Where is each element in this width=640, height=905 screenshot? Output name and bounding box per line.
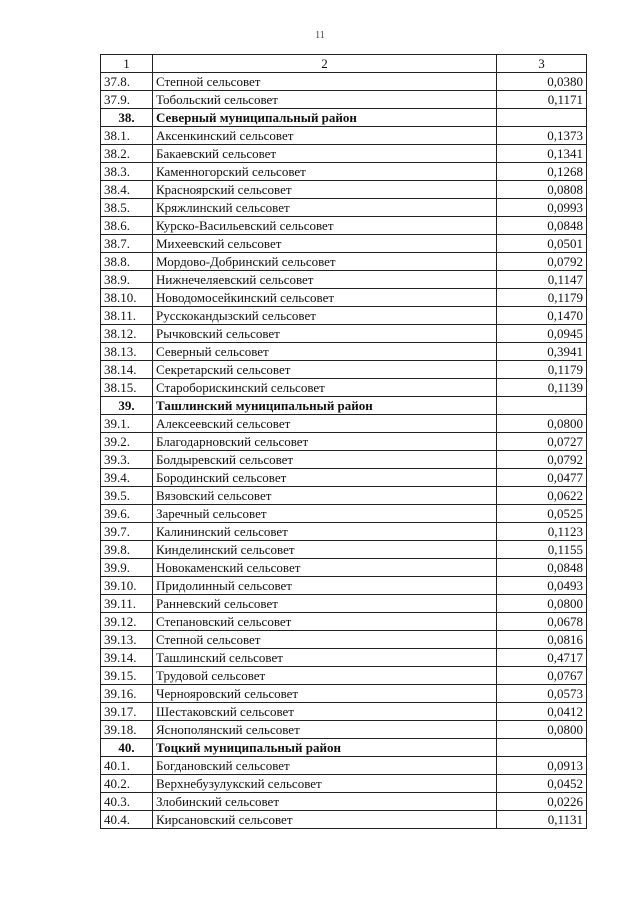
row-value: 0,0525 [497,505,587,523]
municipality-name: Степановский сельсовет [153,613,497,631]
row-value: 0,0477 [497,469,587,487]
municipality-name: Придолинный сельсовет [153,577,497,595]
row-number: 39.2. [101,433,153,451]
municipality-name: Степной сельсовет [153,631,497,649]
row-value: 0,0226 [497,793,587,811]
table-row [101,487,587,505]
table-row [101,685,587,703]
row-value: 0,0792 [497,451,587,469]
section-title: Северный муниципальный район [153,109,497,127]
municipality-name: Болдыревский сельсовет [153,451,497,469]
table-row [101,559,587,577]
row-number: 39.14. [101,649,153,667]
municipality-name: Кирсановский сельсовет [153,811,497,829]
municipality-name: Бакаевский сельсовет [153,145,497,163]
row-value: 0,0727 [497,433,587,451]
row-number: 38.5. [101,199,153,217]
municipality-name: Новокаменский сельсовет [153,559,497,577]
table-row [101,433,587,451]
municipality-name: Секретарский сельсовет [153,361,497,379]
row-value: 0,0452 [497,775,587,793]
municipality-name: Калининский сельсовет [153,523,497,541]
row-value: 0,0678 [497,613,587,631]
row-number: 39.11. [101,595,153,613]
municipality-name: Староборискинский сельсовет [153,379,497,397]
row-number: 39.9. [101,559,153,577]
row-number: 38.9. [101,271,153,289]
row-number: 38.11. [101,307,153,325]
table-body [101,55,587,829]
municipality-name: Каменногорский сельсовет [153,163,497,181]
row-value: 0,1341 [497,145,587,163]
row-number: 38.13. [101,343,153,361]
row-number: 38.1. [101,127,153,145]
section-row [101,739,587,757]
municipality-name: Трудовой сельсовет [153,667,497,685]
table-row [101,127,587,145]
municipality-name: Северный сельсовет [153,343,497,361]
row-value: 0,0493 [497,577,587,595]
municipality-name: Рычковский сельсовет [153,325,497,343]
municipality-name: Михеевский сельсовет [153,235,497,253]
municipality-name: Злобинский сельсовет [153,793,497,811]
row-number: 39.12. [101,613,153,631]
table-row [101,595,587,613]
row-number: 38. [101,109,153,127]
header-col-1: 1 [101,55,153,73]
municipality-name: Тобольский сельсовет [153,91,497,109]
row-number: 40. [101,739,153,757]
row-number: 38.6. [101,217,153,235]
row-number: 39.17. [101,703,153,721]
header-col-3: 3 [497,55,587,73]
table-row [101,271,587,289]
row-value: 0,0380 [497,73,587,91]
table-row [101,757,587,775]
municipality-name: Курско-Васильевский сельсовет [153,217,497,235]
row-value: 0,0622 [497,487,587,505]
row-value [497,397,587,415]
row-value: 0,1171 [497,91,587,109]
row-number: 39.10. [101,577,153,595]
table-row [101,181,587,199]
municipality-name: Кинделинский сельсовет [153,541,497,559]
row-number: 39.4. [101,469,153,487]
table-row [101,289,587,307]
row-number: 39.13. [101,631,153,649]
row-number: 40.3. [101,793,153,811]
row-number: 39.18. [101,721,153,739]
table-row [101,253,587,271]
row-value: 0,0800 [497,415,587,433]
table-row [101,379,587,397]
table-header-row [101,55,587,73]
municipality-name: Ранневский сельсовет [153,595,497,613]
table-row [101,217,587,235]
row-value [497,109,587,127]
municipality-name: Яснополянский сельсовет [153,721,497,739]
table-row [101,145,587,163]
table-row [101,649,587,667]
table-row [101,505,587,523]
row-value: 0,1179 [497,361,587,379]
header-col-2: 2 [153,55,497,73]
table-row [101,721,587,739]
municipality-name: Кряжлинский сельсовет [153,199,497,217]
municipality-name: Богдановский сельсовет [153,757,497,775]
row-value: 0,1131 [497,811,587,829]
row-value: 0,1147 [497,271,587,289]
row-value: 0,3941 [497,343,587,361]
table-row [101,811,587,829]
row-value: 0,0816 [497,631,587,649]
table-row [101,541,587,559]
table-row [101,631,587,649]
row-value: 0,0993 [497,199,587,217]
section-title: Тоцкий муниципальный район [153,739,497,757]
row-number: 39.7. [101,523,153,541]
municipality-name: Вязовский сельсовет [153,487,497,505]
row-number: 38.10. [101,289,153,307]
table-row [101,73,587,91]
row-number: 38.8. [101,253,153,271]
municipality-name: Алексеевский сельсовет [153,415,497,433]
table-row [101,91,587,109]
municipality-name: Нижнечеляевский сельсовет [153,271,497,289]
municipality-name: Красноярский сельсовет [153,181,497,199]
table-row [101,613,587,631]
row-number: 38.2. [101,145,153,163]
row-number: 39.5. [101,487,153,505]
row-value: 0,1268 [497,163,587,181]
row-value: 0,1470 [497,307,587,325]
section-row [101,109,587,127]
row-number: 38.3. [101,163,153,181]
row-value: 0,1123 [497,523,587,541]
table-row [101,793,587,811]
section-row [101,397,587,415]
row-number: 40.2. [101,775,153,793]
row-value: 0,0945 [497,325,587,343]
row-number: 39.15. [101,667,153,685]
row-number: 37.8. [101,73,153,91]
table-row [101,343,587,361]
table-row [101,523,587,541]
municipality-name: Бородинский сельсовет [153,469,497,487]
table-row [101,325,587,343]
table-row [101,361,587,379]
row-value: 0,0501 [497,235,587,253]
row-number: 38.4. [101,181,153,199]
row-number: 38.12. [101,325,153,343]
municipality-name: Ташлинский сельсовет [153,649,497,667]
municipality-name: Шестаковский сельсовет [153,703,497,721]
row-number: 39.6. [101,505,153,523]
row-value: 0,0767 [497,667,587,685]
row-value: 0,1139 [497,379,587,397]
table-row [101,199,587,217]
table-row [101,235,587,253]
row-value: 0,0800 [497,721,587,739]
row-number: 39.3. [101,451,153,469]
municipality-name: Аксенкинский сельсовет [153,127,497,145]
row-number: 38.14. [101,361,153,379]
table-row [101,163,587,181]
table-row [101,667,587,685]
municipality-name: Заречный сельсовет [153,505,497,523]
row-value: 0,0848 [497,559,587,577]
row-number: 40.1. [101,757,153,775]
row-value: 0,0848 [497,217,587,235]
row-number: 38.15. [101,379,153,397]
row-value [497,739,587,757]
table-row [101,415,587,433]
row-number: 39. [101,397,153,415]
row-number: 39.1. [101,415,153,433]
page-number: 11 [315,30,325,41]
table-row [101,775,587,793]
municipality-name: Чернояровский сельсовет [153,685,497,703]
row-value: 0,0808 [497,181,587,199]
table-row [101,577,587,595]
row-value: 0,0913 [497,757,587,775]
row-value: 0,0792 [497,253,587,271]
table-row [101,307,587,325]
row-value: 0,0800 [497,595,587,613]
row-value: 0,1155 [497,541,587,559]
municipality-name: Степной сельсовет [153,73,497,91]
section-title: Ташлинский муниципальный район [153,397,497,415]
municipality-name: Русскокандызский сельсовет [153,307,497,325]
municipality-name: Новодомосейкинский сельсовет [153,289,497,307]
row-number: 38.7. [101,235,153,253]
municipality-name: Благодарновский сельсовет [153,433,497,451]
row-number: 40.4. [101,811,153,829]
municipality-name: Мордово-Добринский сельсовет [153,253,497,271]
municipality-name: Верхнебузулукский сельсовет [153,775,497,793]
row-value: 0,1373 [497,127,587,145]
allocation-table [100,54,587,829]
row-number: 39.16. [101,685,153,703]
table-row [101,451,587,469]
row-number: 39.8. [101,541,153,559]
row-value: 0,4717 [497,649,587,667]
row-value: 0,1179 [497,289,587,307]
row-value: 0,0573 [497,685,587,703]
table-row [101,469,587,487]
row-value: 0,0412 [497,703,587,721]
table-row [101,703,587,721]
row-number: 37.9. [101,91,153,109]
